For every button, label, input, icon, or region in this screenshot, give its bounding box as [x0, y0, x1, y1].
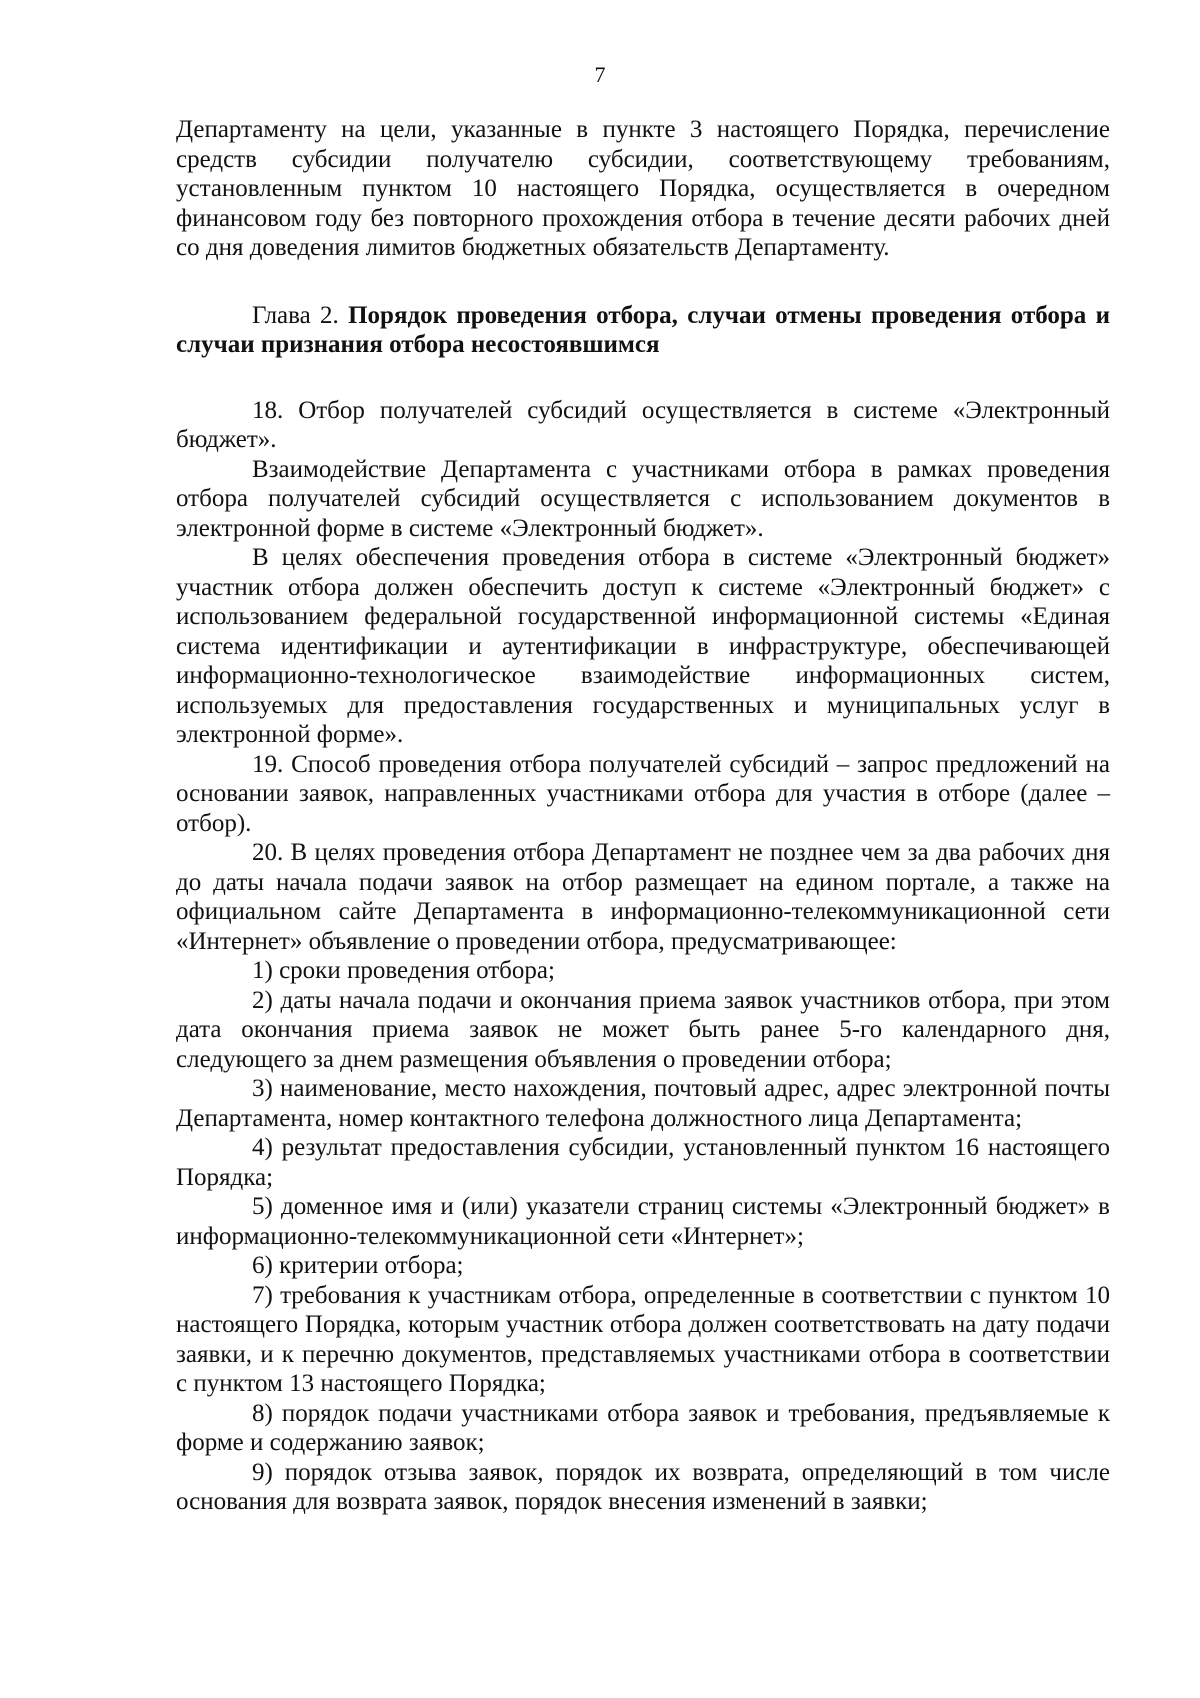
list-item-8: 8) порядок подачи участниками отбора заявок и требования, предъявляемые к форме и содержанию заявок; — [176, 1399, 1110, 1456]
list-item-4: 4) результат предоставления субсидии, установленный пунктом 16 настоящего Порядка; — [176, 1134, 1110, 1191]
list-item-9: 9) порядок отзыва заявок, порядок их возврата, определяющий в том числе основания для возврата заявок, порядок внесения изменений в заявки; — [176, 1458, 1110, 1515]
list-item-7: 7) требования к участникам отбора, определенные в соответствии с пунктом 10 настоящего Порядка, которым участник отбора должен соответствовать на дату подачи заявки, и к перечню документов, представляемых участниками отбора в соответствии с пунктом 13 настоящего Порядка; — [176, 1281, 1110, 1397]
document-body — [176, 115, 1110, 1517]
chapter-prefix: Глава 2. — [252, 301, 339, 329]
page-number: 7 — [594, 62, 606, 87]
list-item-2: 2) даты начала подачи и окончания приема заявок участников отбора, при этом дата окончания приема заявок не может быть ранее 5-го календарного дня, следующего за днем размещения объявления о проведении отбора; — [176, 986, 1110, 1073]
list-item-5: 5) доменное имя и (или) указатели страниц системы «Электронный бюджет» в информационно-телекоммуникационной сети «Интернет»; — [176, 1193, 1110, 1250]
list-item-1: 1) сроки проведения отбора; — [252, 957, 555, 984]
list-item-6: 6) критерии отбора; — [252, 1252, 464, 1279]
chapter-title: Порядок проведения отбора, случаи отмены проведения отбора и случаи признания отбора несостоявшимся — [176, 301, 1111, 358]
paragraph-19: 19. Способ проведения отбора получателей субсидий – запрос предложений на основании заявок, направленных участниками отбора для участия в отборе (далее – отбор). — [176, 750, 1110, 837]
chapter-heading — [176, 301, 1110, 360]
paragraph-access: В целях обеспечения проведения отбора в системе «Электронный бюджет» участник отбора должен обеспечить доступ к системе «Электронный бюджет» с использованием федеральной государственной информационной системы «Единая система идентификации и аутентификации в инфраструктуре, обеспечивающей информационно-технологическое взаимодействие информационных систем, используемых для предоставления государственных и муниципальных услуг в электронной форме». — [176, 544, 1110, 748]
paragraph-20: 20. В целях проведения отбора Департамент не позднее чем за два рабочих дня до даты начала подачи заявок на отбор размещает на едином портале, а также на официальном сайте Департамента в информационно-телекоммуникационной сети «Интернет» объявление о проведении отбора, предусматривающее: — [176, 839, 1110, 955]
intro-paragraph: Департаменту на цели, указанные в пункте 3 настоящего Порядка, перечисление средств субсидии получателю субсидии, соответствующему требованиям, установленным пунктом 10 настоящего Порядка, осуществляется в очередном финансовом году без повторного прохождения отбора в течение десяти рабочих дней со дня доведения лимитов бюджетных обязательств Департаменту. — [176, 116, 1110, 261]
paragraph-interaction: Взаимодействие Департамента с участниками отбора в рамках проведения отбора получателей субсидий осуществляется с использованием документов в электронной форме в системе «Электронный бюджет». — [176, 455, 1110, 542]
paragraph-18: 18. Отбор получателей субсидий осуществляется в системе «Электронный бюджет». — [176, 396, 1110, 453]
list-item-3: 3) наименование, место нахождения, почтовый адрес, адрес электронной почты Департамента, номер контактного телефона должностного лица Департамента; — [176, 1075, 1110, 1132]
